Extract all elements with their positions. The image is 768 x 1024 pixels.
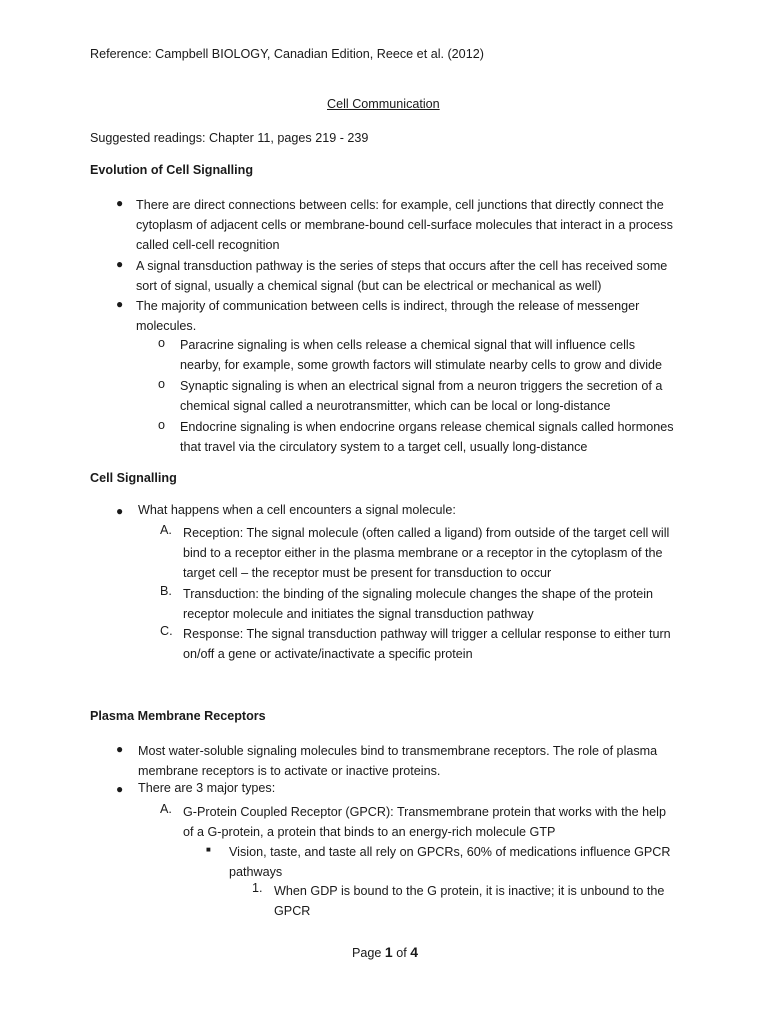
list-item: The majority of communication between cells is indirect, through the release of messenger molecules. xyxy=(136,299,640,334)
list-item: There are direct connections between cells: for example, cell junctions that directly connect the cytoplasm of adjacent cells or membrane-bound cell-surface molecules that interact in a process called cell-cell recognition xyxy=(136,198,673,253)
list-letter: C. xyxy=(160,624,173,638)
list-item: Paracrine signaling is when cells release a chemical signal that will influence cells nearby, for example, some growth factors will stimulate nearby cells to grow and divide xyxy=(180,338,663,373)
sub-bullet-marker: o xyxy=(158,377,166,391)
bullet-dot: ● xyxy=(116,196,124,210)
sub-bullet-marker: o xyxy=(158,336,166,350)
list-item: Response: The signal transduction pathway will trigger a cellular response to either turn on/off a gene or activate/inactivate a specific protein xyxy=(183,627,671,662)
bullet-dot: ● xyxy=(116,504,124,518)
list-item: Reception: The signal molecule (often called a ligand) from outside of the target cell will bind to a receptor either in the plasma membrane or a receptor in the cytoplasm of the target cell – the receptor must be present for transduction to occur xyxy=(183,526,670,581)
reference-line: Reference: Campbell BIOLOGY, Canadian Edition, Reece et al. (2012) xyxy=(90,47,484,61)
bullet-dot: ● xyxy=(116,257,124,271)
list-letter: A. xyxy=(160,523,172,537)
list-item: Vision, taste, and taste all rely on GPCRs, 60% of medications influence GPCR pathways xyxy=(229,845,671,880)
list-item: G-Protein Coupled Receptor (GPCR): Transmembrane protein that works with the help of a G-protein, a protein that binds to an energy-rich molecule GTP xyxy=(183,805,666,840)
list-number: 1. xyxy=(252,881,263,895)
list-item: When GDP is bound to the G protein, it is inactive; it is unbound to the GPCR xyxy=(274,884,665,919)
bullet-dot: ● xyxy=(116,782,124,796)
section-heading-evolution: Evolution of Cell Signalling xyxy=(90,163,254,177)
list-item: What happens when a cell encounters a signal molecule: xyxy=(138,503,456,517)
list-item: Endocrine signaling is when endocrine organs release chemical signals called hormones that travel via the circulatory system to a target cell, usually long-distance xyxy=(180,420,674,455)
list-item: Synaptic signaling is when an electrical signal from a neuron triggers the secretion of a chemical signal called a neurotransmitter, which can be local or long-distance xyxy=(180,379,663,414)
bullet-dot: ● xyxy=(116,297,124,311)
list-item: There are 3 major types: xyxy=(138,781,276,795)
list-letter: B. xyxy=(160,584,172,598)
page-footer: Page 1 of 4 xyxy=(352,944,419,960)
list-letter: A. xyxy=(160,802,172,816)
list-item: A signal transduction pathway is the series of steps that occurs after the cell has received some sort of signal, usually a chemical signal (but can be electrical or mechanical as well) xyxy=(136,259,668,294)
document-title: Cell Communication xyxy=(327,97,440,111)
list-item: Transduction: the binding of the signaling molecule changes the shape of the protein receptor molecule and initiates the signal transduction pathway xyxy=(183,587,654,622)
section-heading-cell-signalling: Cell Signalling xyxy=(90,471,177,485)
sub-bullet-marker: o xyxy=(158,418,166,432)
bullet-dot: ● xyxy=(116,742,124,756)
section-heading-plasma-membrane: Plasma Membrane Receptors xyxy=(90,709,266,723)
square-bullet-marker: ■ xyxy=(206,845,211,854)
list-item: Most water-soluble signaling molecules bind to transmembrane receptors. The role of plasma membrane receptors is to activate or inactive proteins. xyxy=(138,744,658,779)
suggested-readings: Suggested readings: Chapter 11, pages 219 - 239 xyxy=(90,131,369,145)
